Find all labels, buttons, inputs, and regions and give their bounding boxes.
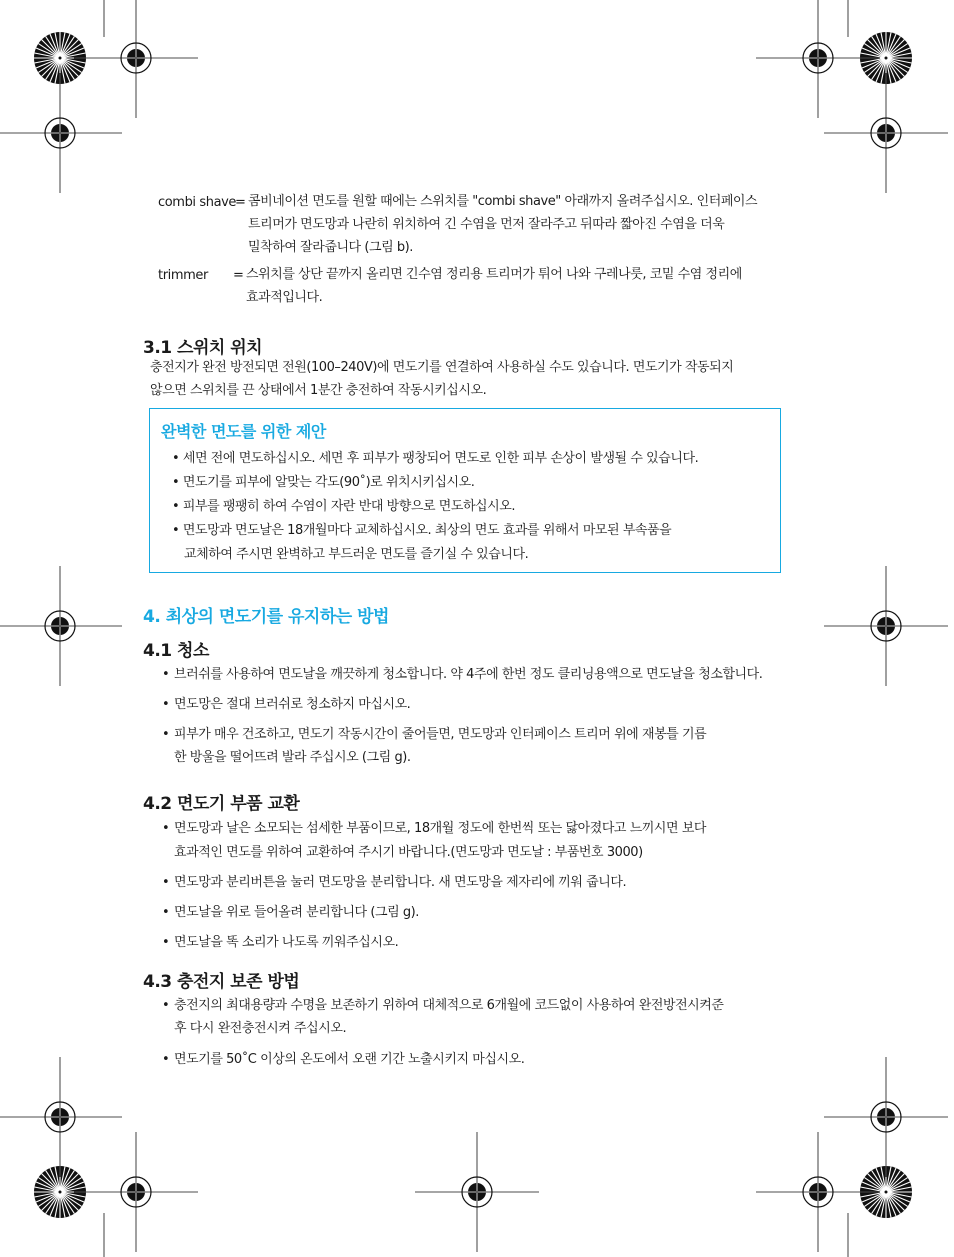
shaving-tips-title: 완벽한 면도를 위한 제안 [161, 422, 326, 441]
list-item: • 충전지의 최대용량과 수명을 보존하기 위하여 대체적으로 6개월에 코드없이 사용하여 완전방전시켜준 [162, 994, 724, 1018]
list-item: • 피부를 팽팽히 하여 수염이 자란 반대 방향으로 면도하십시오. [172, 499, 516, 514]
bullet: • [162, 727, 170, 742]
bullet: • [162, 1052, 170, 1067]
trimmer-desc-line-1: 스위치를 상단 끝까지 올리면 긴수염 정리용 트리머가 튀어 나와 구레나룻, 코밑 수염 정리에 [246, 267, 742, 282]
list-item: • 면도망과 날은 소모되는 섬세한 부품이므로, 18개월 정도에 한번씩 또는 닳아졌다고 느끼시면 보다 [162, 817, 706, 841]
section-4-3-title: 4.3 충전지 보존 방법 [143, 972, 300, 992]
bullet: • [172, 499, 180, 514]
combi-shave-desc-line-3: 밀착하여 잘라줍니다 (그림 b). [248, 240, 413, 255]
bullet: • [162, 821, 170, 836]
list-item-continuation: 한 방울을 떨어뜨려 발라 주십시오 (그림 g). [174, 750, 411, 765]
section-4-1-title: 4.1 청소 [143, 641, 209, 661]
combi-shave-term: combi shave [158, 195, 237, 210]
list-item: • 세면 전에 면도하십시오. 세면 후 피부가 팽창되어 면도로 인한 피부 손상이 발생될 수 있습니다. [172, 451, 699, 466]
combi-shave-desc-line-1: 콤비네이션 면도를 원할 때에는 스위치를 "combi shave" 아래까지 올려주십시오. 인터페이스 [248, 194, 758, 209]
bullet: • [162, 667, 170, 682]
trimmer-term: trimmer [158, 268, 208, 283]
shaving-tips-list [172, 447, 698, 567]
list-item: • 면도망과 분리버튼을 눌러 면도망을 분리합니다. 새 면도망을 제자리에 끼워 줍니다. [162, 871, 626, 895]
list-item-continuation: 교체하여 주시면 완벽하고 부드러운 면도를 즐기실 수 있습니다. [184, 547, 529, 562]
list-item: • 브러쉬를 사용하여 면도날을 깨끗하게 청소합니다. 약 4주에 한번 정도 클리닝용액으로 면도날을 청소합니다. [162, 663, 762, 687]
section-3-1-title: 3.1 스위치 위치 [143, 338, 263, 358]
list-item: • 피부가 매우 건조하고, 면도기 작동시간이 줄어들면, 면도망과 인터페이스 트리머 위에 재봉틀 기름 [162, 723, 706, 747]
list-item: • 면도기를 50˚C 이상의 온도에서 오랜 기간 노출시키지 마십시오. [162, 1048, 524, 1072]
bullet: • [172, 475, 180, 490]
bullet: • [162, 905, 170, 920]
section-3-1-line-2: 않으면 스위치를 끈 상태에서 1분간 충전하여 작동시키십시오. [150, 383, 487, 398]
list-item-continuation: 효과적인 면도를 위하여 교환하여 주시기 바랍니다.(면도망과 면도날 : 부품번호 3000) [174, 845, 643, 860]
bullet: • [162, 998, 170, 1013]
list-item: • 면도망은 절대 브러쉬로 청소하지 마십시오. [162, 693, 410, 717]
bullet: • [172, 451, 180, 466]
shaving-tips-box [149, 408, 781, 573]
list-item: • 면도날을 위로 들어올려 분리합니다 (그림 g). [162, 901, 419, 925]
section-3-1-line-1: 충전지가 완전 방전되면 전원(100–240V)에 면도기를 연결하여 사용하실 수도 있습니다. 면도기가 작동되지 [150, 360, 734, 375]
bullet: • [162, 935, 170, 950]
section-4-2-title: 4.2 면도기 부품 교환 [143, 794, 300, 814]
section-4-title: 4. 최상의 면도기를 유지하는 방법 [143, 607, 389, 627]
trimmer-desc-line-2: 효과적입니다. [246, 290, 323, 305]
list-item: • 면도기를 피부에 알맞는 각도(90˚)로 위치시키십시오. [172, 475, 475, 490]
combi-shave-equals: = [235, 195, 246, 210]
bullet: • [162, 697, 170, 712]
list-item: • 면도날을 똑 소리가 나도록 끼워주십시오. [162, 931, 398, 955]
trimmer-equals: = [233, 268, 244, 283]
list-item: • 면도망과 면도날은 18개월마다 교체하십시오. 최상의 면도 효과를 위해서 마모된 부속품을 [172, 523, 672, 538]
list-item-continuation: 후 다시 완전충전시켜 주십시오. [174, 1021, 347, 1036]
combi-shave-desc-line-2: 트리머가 면도망과 나란히 위치하여 긴 수염을 먼저 잘라주고 뒤따라 짧아진 수염을 더욱 [248, 217, 725, 232]
bullet: • [172, 523, 180, 538]
bullet: • [162, 875, 170, 890]
